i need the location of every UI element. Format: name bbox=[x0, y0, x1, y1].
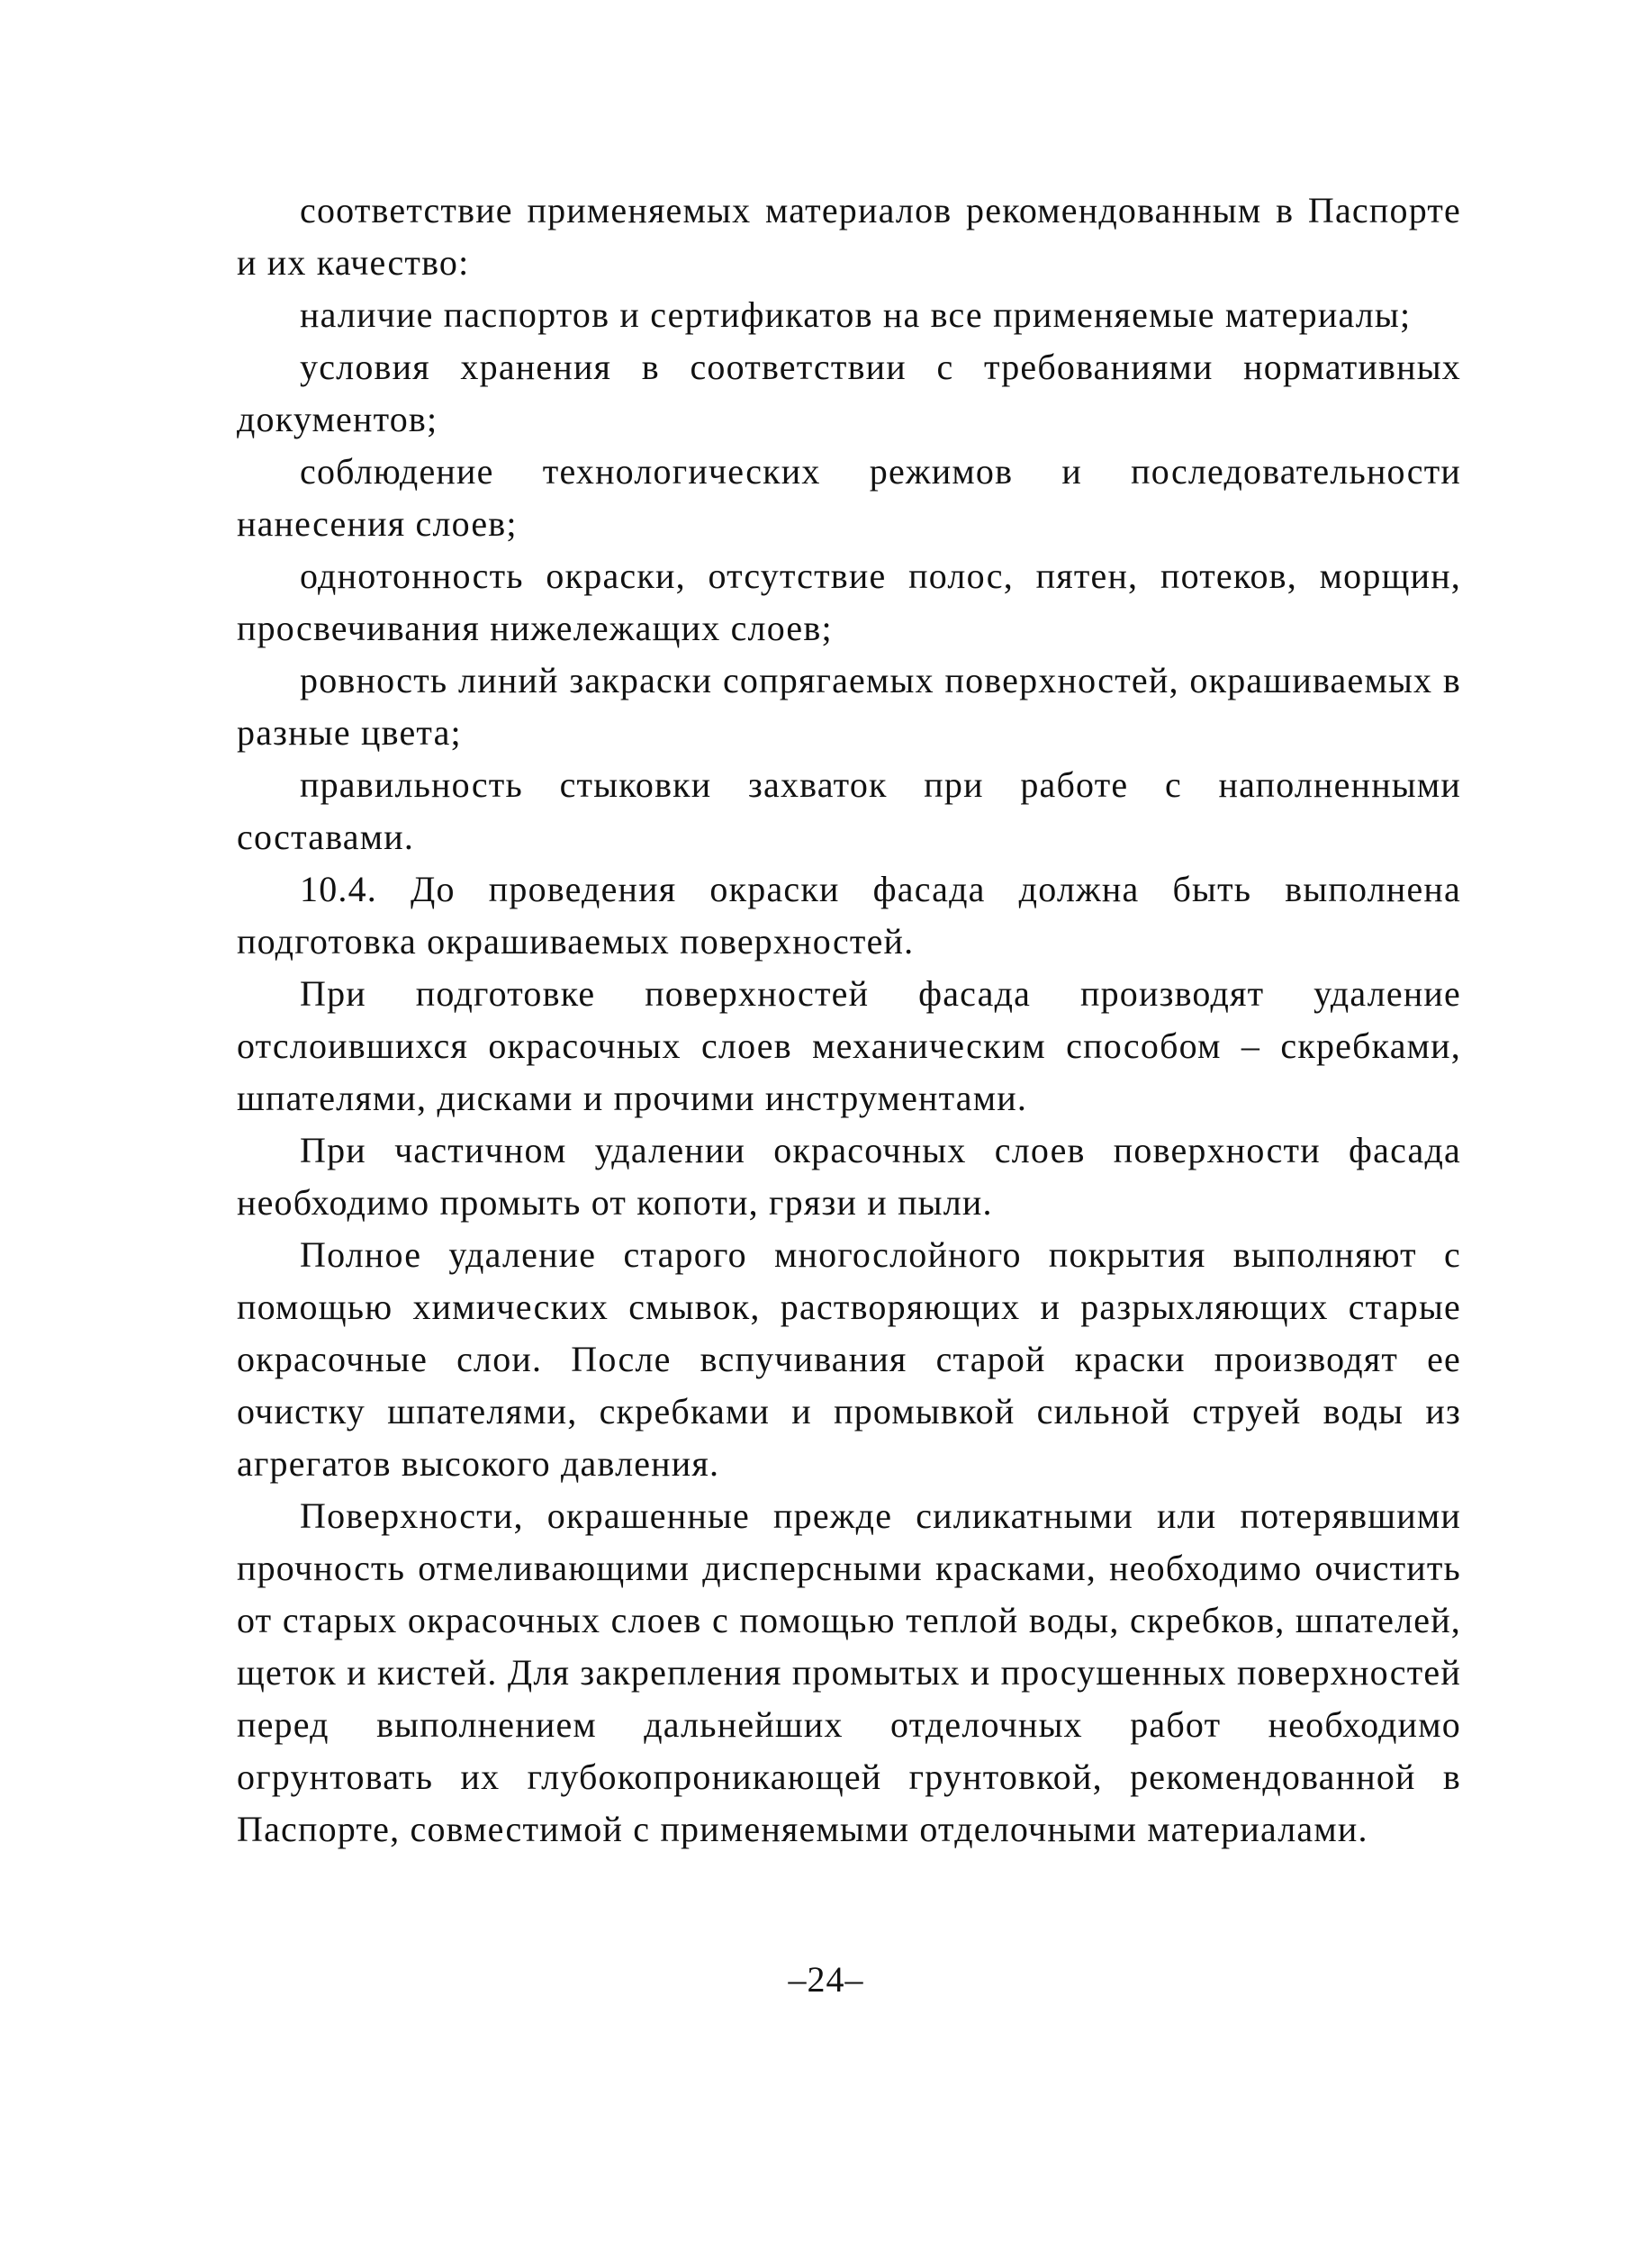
paragraph-surface-preparation: При подготовке поверхностей фасада производят удаление отслоившихся окрасочных слоев механическим способом – скребками, шпателями, дисками и прочими инструментами. bbox=[237, 973, 1461, 1118]
paragraph-joint-correctness: правильность стыковки захваток при работе с наполненными составами. bbox=[237, 764, 1461, 857]
paragraph-section-10-4: 10.4. До проведения окраски фасада должна быть выполнена подготовка окрашиваемых поверхностей. bbox=[237, 869, 1461, 962]
paragraph-silicate-surfaces: Поверхности, окрашенные прежде силикатными или потерявшими прочность отмеливающими дисперсными красками, необходимо очистить от старых окрасочных слоев с помощью теплой воды, скребков, шпателей, щеток и кистей. Для закрепления промытых и просушенных поверхностей перед выполнением дальнейших отделочных работ необходимо огрунтовать их глубокопроникающей грунтовкой, рекомендованной в Паспорте, совместимой с применяемыми отделочными материалами. bbox=[237, 1495, 1461, 1849]
body-text bbox=[237, 185, 1461, 1856]
paragraph-storage-conditions: условия хранения в соответствии с требованиями нормативных документов; bbox=[237, 347, 1461, 439]
paragraph-passports-certificates: наличие паспортов и сертификатов на все применяемые материалы; bbox=[300, 294, 1412, 335]
page-number: –24– bbox=[788, 1959, 864, 2000]
paragraph-line-evenness: ровность линий закраски сопрягаемых поверхностей, окрашиваемых в разные цвета; bbox=[237, 660, 1461, 753]
paragraph-full-removal: Полное удаление старого многослойного покрытия выполняют с помощью химических смывок, растворяющих и разрыхляющих старые окрасочные слои. После вспучивания старой краски производят ее очистку шпателями, скребками и промывкой сильной струей воды из агрегатов высокого давления. bbox=[237, 1234, 1461, 1484]
paragraph-materials-compliance: соответствие применяемых материалов рекомендованным в Паспорте и их качество: bbox=[237, 190, 1461, 283]
paragraph-partial-removal: При частичном удалении окрасочных слоев поверхности фасада необходимо промыть от копоти, грязи и пыли. bbox=[237, 1130, 1461, 1223]
paragraph-technological-modes: соблюдение технологических режимов и последовательности нанесения слоев; bbox=[237, 451, 1461, 544]
paragraph-color-uniformity: однотонность окраски, отсутствие полос, пятен, потеков, морщин, просвечивания нижележащих слоев; bbox=[237, 555, 1461, 648]
